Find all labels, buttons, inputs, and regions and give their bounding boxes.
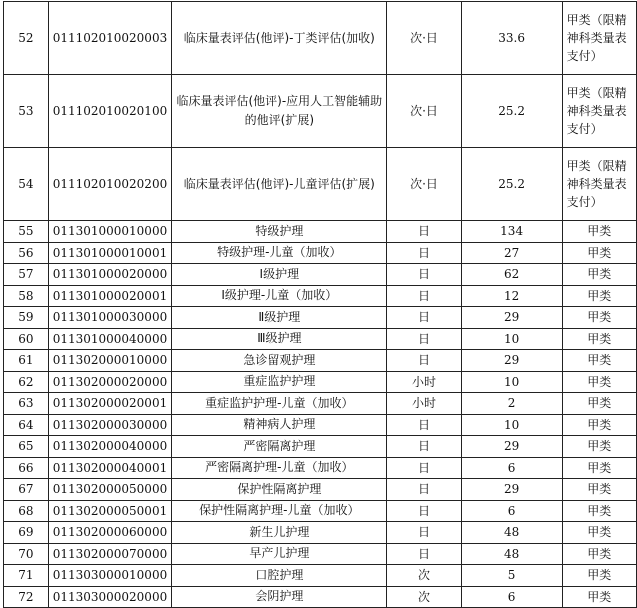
pricing-unit: 日 [387,264,461,286]
pricing-unit: 小时 [387,371,461,393]
pricing-table [3,1,637,608]
pricing-unit: 日 [387,479,461,501]
table-row [4,221,637,243]
item-code: 011303000020000 [48,586,172,608]
insurance-category: 甲类 [562,350,636,372]
table-body [4,2,637,608]
row-number: 58 [4,285,49,307]
row-number: 67 [4,479,49,501]
price: 6 [461,457,562,479]
price: 48 [461,543,562,565]
item-name: 新生儿护理 [172,522,387,544]
table-row [4,414,637,436]
pricing-unit: 日 [387,285,461,307]
table-row [4,565,637,587]
table-row [4,75,637,148]
item-name: 临床量表评估(他评)-丁类评估(加收) [172,2,387,75]
pricing-unit: 日 [387,307,461,329]
row-number: 56 [4,242,49,264]
item-name: 保护性隔离护理 [172,479,387,501]
item-code: 011301000040000 [48,328,172,350]
price: 6 [461,586,562,608]
item-code: 011302000020001 [48,393,172,415]
pricing-unit: 次 [387,586,461,608]
item-code: 011301000010000 [48,221,172,243]
item-code: 011301000010001 [48,242,172,264]
insurance-category: 甲类（限精神科类量表支付） [562,75,636,148]
item-name: 临床量表评估(他评)-应用人工智能辅助的他评(扩展) [172,75,387,148]
insurance-category: 甲类 [562,285,636,307]
insurance-category: 甲类 [562,500,636,522]
pricing-unit: 次 [387,565,461,587]
pricing-unit: 日 [387,221,461,243]
price: 33.6 [461,2,562,75]
row-number: 53 [4,75,49,148]
item-code: 011302000070000 [48,543,172,565]
item-name: 重症监护护理-儿童（加收） [172,393,387,415]
price: 6 [461,500,562,522]
price: 27 [461,242,562,264]
item-name: 会阴护理 [172,586,387,608]
table-row [4,307,637,329]
item-code: 011302000040000 [48,436,172,458]
table-row [4,264,637,286]
item-name: 临床量表评估(他评)-儿童评估(扩展) [172,148,387,221]
row-number: 54 [4,148,49,221]
price: 29 [461,436,562,458]
row-number: 64 [4,414,49,436]
item-code: 011302000030000 [48,414,172,436]
item-code: 011302000040001 [48,457,172,479]
row-number: 69 [4,522,49,544]
item-code: 011302000050001 [48,500,172,522]
item-name: Ⅲ级护理 [172,328,387,350]
row-number: 55 [4,221,49,243]
pricing-unit: 日 [387,500,461,522]
price: 10 [461,371,562,393]
pricing-unit: 日 [387,350,461,372]
table-row [4,479,637,501]
pricing-unit: 次·日 [387,148,461,221]
row-number: 71 [4,565,49,587]
insurance-category: 甲类 [562,371,636,393]
item-name: 保护性隔离护理-儿童（加收） [172,500,387,522]
insurance-category: 甲类 [562,307,636,329]
pricing-unit: 日 [387,457,461,479]
row-number: 70 [4,543,49,565]
table-row [4,350,637,372]
table-row [4,328,637,350]
item-code: 011302000050000 [48,479,172,501]
row-number: 52 [4,2,49,75]
pricing-unit: 次·日 [387,2,461,75]
item-code: 011301000020000 [48,264,172,286]
price: 10 [461,414,562,436]
row-number: 72 [4,586,49,608]
insurance-category: 甲类 [562,221,636,243]
pricing-unit: 日 [387,522,461,544]
item-code: 011102010020100 [48,75,172,148]
table-row [4,522,637,544]
table-row [4,242,637,264]
item-code: 011301000030000 [48,307,172,329]
item-name: 特级护理-儿童（加收） [172,242,387,264]
row-number: 65 [4,436,49,458]
item-code: 011303000010000 [48,565,172,587]
item-name: 精神病人护理 [172,414,387,436]
table-row [4,285,637,307]
insurance-category: 甲类 [562,393,636,415]
insurance-category: 甲类 [562,242,636,264]
price: 134 [461,221,562,243]
table-row [4,500,637,522]
pricing-unit: 小时 [387,393,461,415]
insurance-category: 甲类 [562,479,636,501]
pricing-unit: 日 [387,242,461,264]
table-row [4,2,637,75]
item-name: 早产儿护理 [172,543,387,565]
price: 62 [461,264,562,286]
row-number: 66 [4,457,49,479]
table-row [4,436,637,458]
insurance-category: 甲类 [562,436,636,458]
item-code: 011302000020000 [48,371,172,393]
item-name: 严密隔离护理-儿童（加收） [172,457,387,479]
item-code: 011302000010000 [48,350,172,372]
price: 12 [461,285,562,307]
item-code: 011302000060000 [48,522,172,544]
item-name: Ⅰ级护理 [172,264,387,286]
price: 29 [461,307,562,329]
table-row [4,586,637,608]
item-name: 重症监护护理 [172,371,387,393]
insurance-category: 甲类 [562,543,636,565]
pricing-unit: 日 [387,543,461,565]
pricing-unit: 次·日 [387,75,461,148]
table-row [4,371,637,393]
price: 2 [461,393,562,415]
row-number: 57 [4,264,49,286]
insurance-category: 甲类 [562,328,636,350]
row-number: 61 [4,350,49,372]
pricing-unit: 日 [387,328,461,350]
price: 29 [461,479,562,501]
item-name: Ⅰ级护理-儿童（加收） [172,285,387,307]
row-number: 63 [4,393,49,415]
insurance-category: 甲类 [562,565,636,587]
insurance-category: 甲类 [562,457,636,479]
table-row [4,457,637,479]
row-number: 68 [4,500,49,522]
pricing-unit: 日 [387,436,461,458]
item-code: 011102010020003 [48,2,172,75]
row-number: 62 [4,371,49,393]
item-name: 急诊留观护理 [172,350,387,372]
item-name: Ⅱ级护理 [172,307,387,329]
insurance-category: 甲类（限精神科类量表支付） [562,148,636,221]
table-row [4,393,637,415]
price: 29 [461,350,562,372]
insurance-category: 甲类 [562,586,636,608]
price: 25.2 [461,148,562,221]
table-row [4,543,637,565]
item-name: 口腔护理 [172,565,387,587]
price: 48 [461,522,562,544]
insurance-category: 甲类（限精神科类量表支付） [562,2,636,75]
insurance-category: 甲类 [562,522,636,544]
pricing-unit: 日 [387,414,461,436]
price: 25.2 [461,75,562,148]
row-number: 60 [4,328,49,350]
table-row [4,148,637,221]
insurance-category: 甲类 [562,264,636,286]
item-code: 011102010020200 [48,148,172,221]
insurance-category: 甲类 [562,414,636,436]
row-number: 59 [4,307,49,329]
item-name: 特级护理 [172,221,387,243]
item-name: 严密隔离护理 [172,436,387,458]
price: 10 [461,328,562,350]
item-code: 011301000020001 [48,285,172,307]
price: 5 [461,565,562,587]
